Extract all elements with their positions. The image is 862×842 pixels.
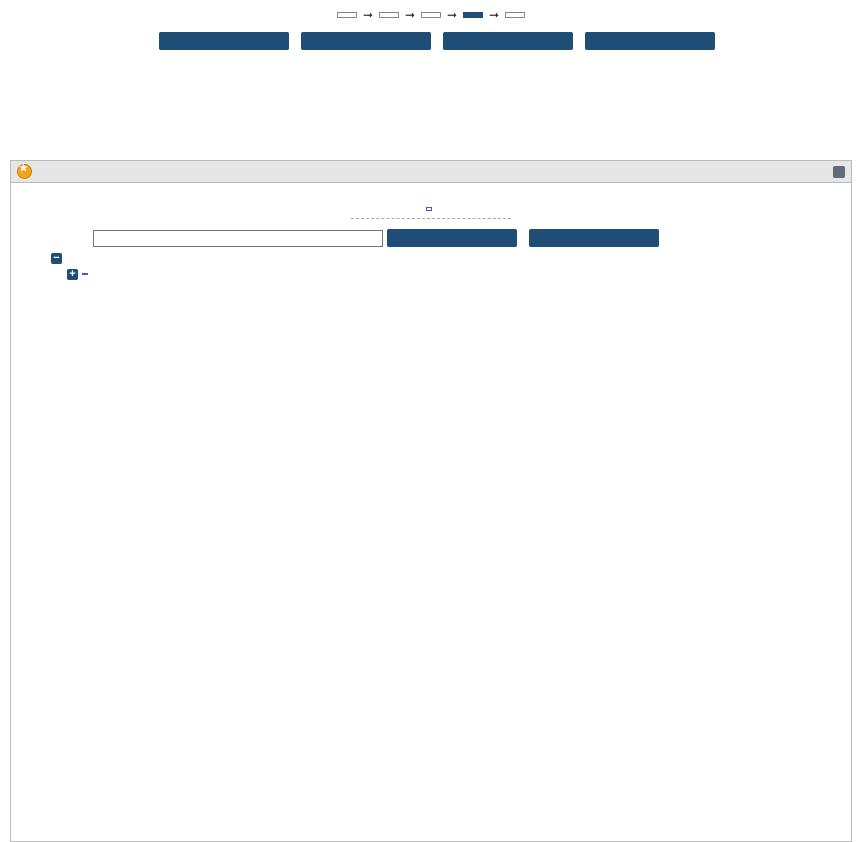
- step-subjects[interactable]: [463, 12, 483, 18]
- save-and-return-button[interactable]: [301, 32, 431, 50]
- subjects-panel: [10, 160, 852, 842]
- tree-item-t-general: [51, 266, 851, 282]
- clear-button[interactable]: [529, 229, 659, 247]
- cancel-button[interactable]: [443, 32, 573, 50]
- tree-item-t-technology: [51, 250, 851, 266]
- step-details[interactable]: [421, 12, 441, 18]
- collapse-icon[interactable]: −: [51, 253, 62, 264]
- arrow-icon: ➞: [404, 8, 416, 22]
- subject-tree: [11, 250, 851, 298]
- selected-subjects: [11, 203, 851, 219]
- star-icon: [17, 164, 32, 179]
- divider: [351, 218, 511, 219]
- page-title-block: [0, 0, 862, 4]
- subject-search: [11, 229, 851, 247]
- arrow-icon: ➞: [488, 8, 500, 22]
- remove-button[interactable]: [426, 207, 432, 211]
- next-button[interactable]: [585, 32, 715, 50]
- arrow-icon: ➞: [446, 8, 458, 22]
- step-upload[interactable]: [379, 12, 399, 18]
- tree-item-ts-selected: [51, 282, 851, 298]
- action-bar: [12, 32, 862, 50]
- search-input[interactable]: [93, 230, 383, 247]
- arrow-icon: ➞: [362, 8, 374, 22]
- step-deposit[interactable]: [505, 12, 525, 18]
- workflow-steps: [0, 8, 862, 22]
- step-type[interactable]: [337, 12, 357, 18]
- panel-header: [11, 161, 851, 183]
- add-button[interactable]: [82, 273, 88, 275]
- previous-button[interactable]: [159, 32, 289, 50]
- help-icon[interactable]: [833, 166, 845, 178]
- search-button[interactable]: [387, 229, 517, 247]
- expand-icon[interactable]: +: [67, 269, 78, 280]
